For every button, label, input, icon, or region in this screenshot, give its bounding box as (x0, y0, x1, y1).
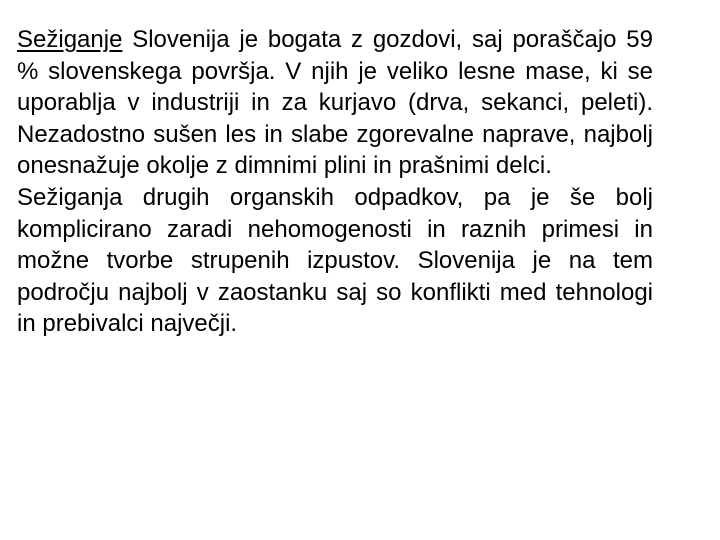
paragraph-1-text: Slovenija je bogata z gozdovi, saj poraščajo 59 % slovenskega površja. V njih je veliko lesne mase, ki se uporablja v industriji in za kurjavo (drva, sekanci, peleti). Nezadostno sušen les in slabe zgorevalne naprave, najbolj onesnažuje okolje z dimnimi plini in prašnimi delci. (17, 26, 653, 180)
paragraph-1 (17, 24, 653, 182)
heading-word: Sežiganje (17, 26, 123, 53)
text-block (17, 24, 653, 340)
paragraph-2: Sežiganja drugih organskih odpadkov, pa je še bolj komplicirano zaradi nehomogenosti in raznih primesi in možne tvorbe strupenih izpustov. Slovenija je na tem področju najbolj v zaostanku saj so konflikti med tehnologi in prebivalci največji. (17, 183, 653, 338)
